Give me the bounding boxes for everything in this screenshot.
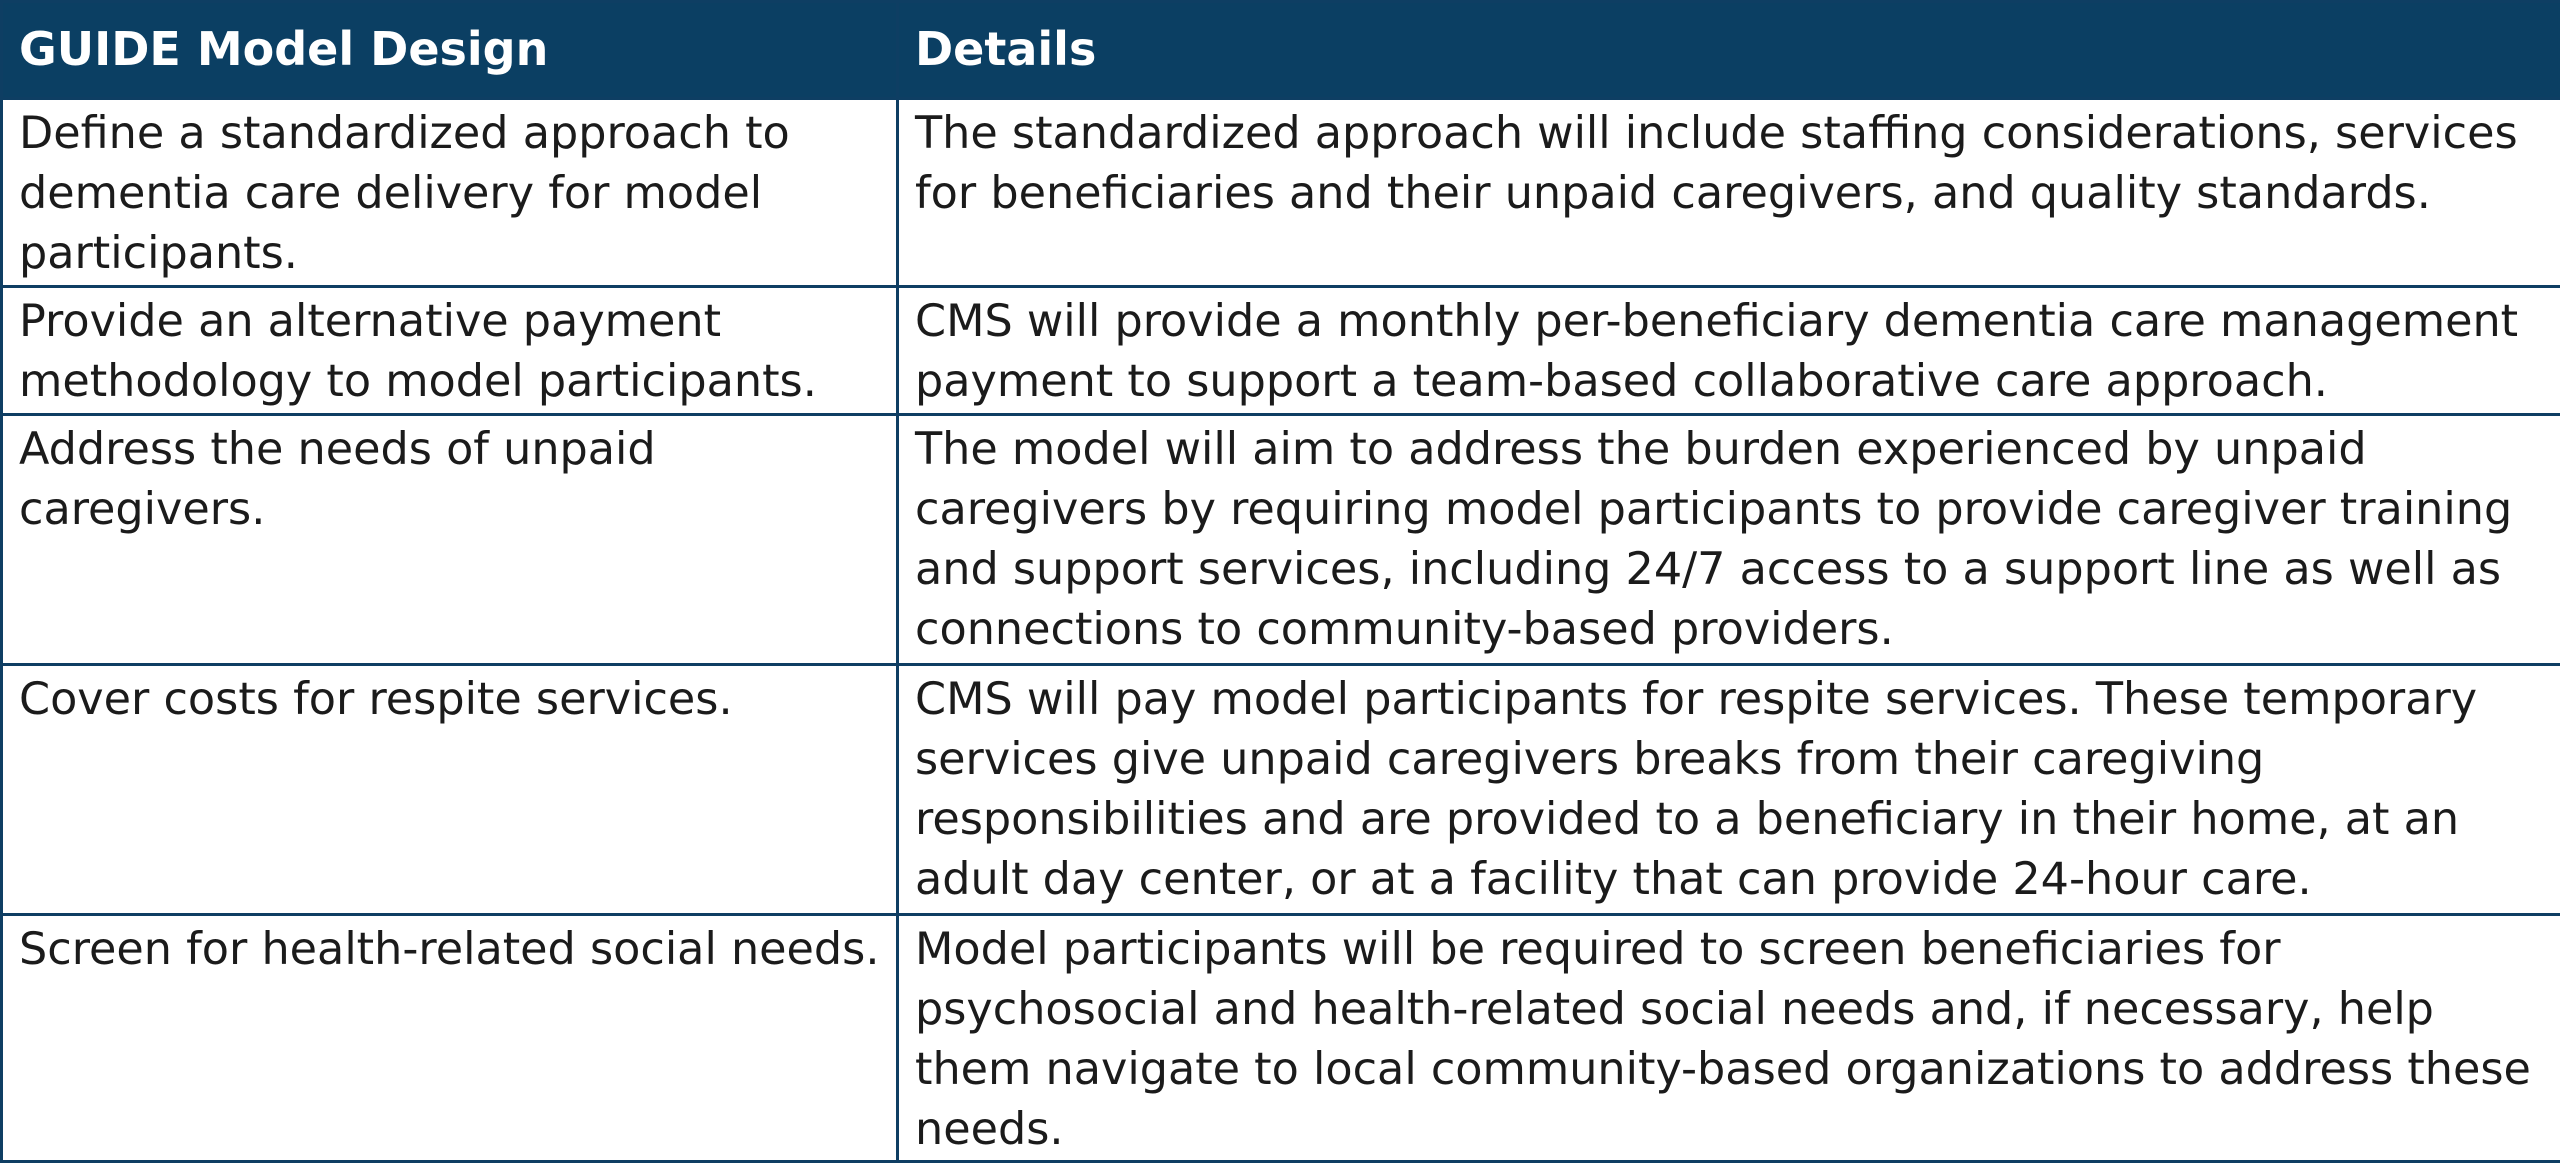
design-cell: Define a standardized approach to dementia care delivery for model participants. (2, 99, 898, 287)
details-cell: Model participants will be required to screen beneficiaries for psychosocial and health-related social needs and, if necessary, help them navigate to local community-based organizations to address these needs. (898, 915, 2560, 1162)
table-row (2, 415, 2560, 665)
table-row (2, 99, 2560, 287)
header-row (2, 2, 2560, 99)
design-cell: Cover costs for respite services. (2, 665, 898, 915)
design-cell: Address the needs of unpaid caregivers. (2, 415, 898, 665)
table-row (2, 915, 2560, 1162)
header-details: Details (898, 2, 2560, 99)
details-cell: The standardized approach will include staffing considerations, services for beneficiaries and their unpaid caregivers, and quality standards. (898, 99, 2560, 287)
table-row (2, 665, 2560, 915)
design-cell: Screen for health-related social needs. (2, 915, 898, 1162)
design-cell: Provide an alternative payment methodology to model participants. (2, 287, 898, 415)
header-guide-model-design: GUIDE Model Design (2, 2, 898, 99)
details-cell: CMS will pay model participants for respite services. These temporary services give unpaid caregivers breaks from their caregiving responsibilities and are provided to a beneficiary in their home, at an adult day center, or at a facility that can provide 24-hour care. (898, 665, 2560, 915)
details-cell: The model will aim to address the burden experienced by unpaid caregivers by requiring model participants to provide caregiver training and support services, including 24/7 access to a support line as well as connections to community-based providers. (898, 415, 2560, 665)
table-row (2, 287, 2560, 415)
details-cell: CMS will provide a monthly per-beneficiary dementia care management payment to support a team-based collaborative care approach. (898, 287, 2560, 415)
